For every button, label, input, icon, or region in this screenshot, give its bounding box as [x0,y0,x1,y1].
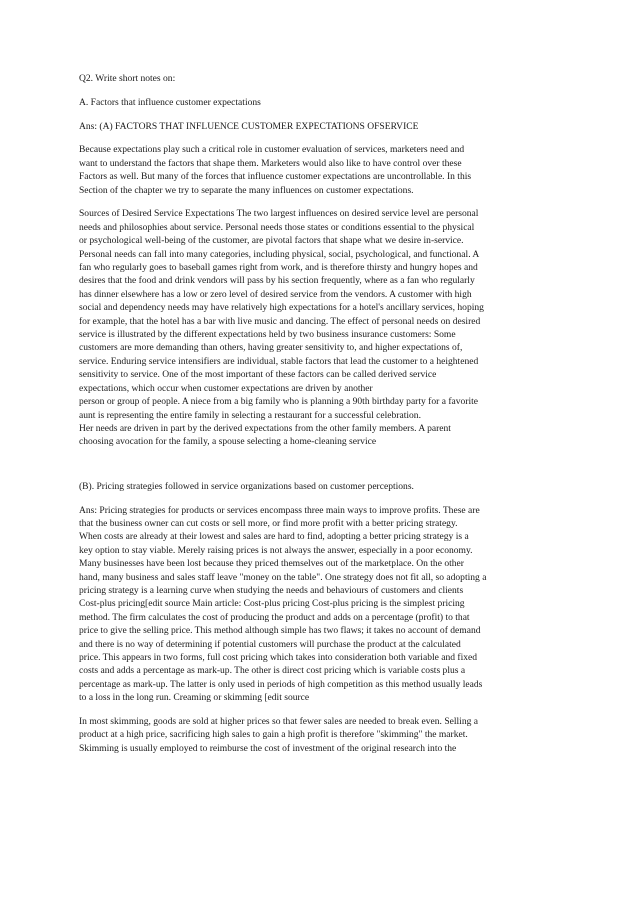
text-line: Q2. Write short notes on: [79,73,176,84]
text-line: Many businesses have been lost because they priced themselves out of the marketplace. On the other [79,558,464,570]
text-line: In most skimming, goods are sold at higher prices so that fewer sales are needed to break even. Selling a [79,716,478,727]
text-line: Sources of Desired Service Expectations The two largest influences on desired service level are personal [79,208,479,220]
text-line: choosing avocation for the family, a spouse selecting a home-cleaning service [79,436,377,448]
text-line: method. The firm calculates the cost of producing the product and adds on a percentage (profit) to that [79,611,470,623]
text-line: person or group of people. A niece from a big family who is planning a 90th birthday party for a favorite [79,396,479,408]
text-line: fan who regularly goes to baseball games right from work, and is therefore thirsty and hungry hopes and [79,262,478,274]
text-line: product at a high price, sacrificing high sales to gain a high profit is therefore "skimming" the market. [79,729,468,741]
text-line: price to give the selling price. This method although simple has two flaws; it takes no account of demand [79,625,481,637]
text-line: costs and adds a percentage as mark-up. The other is direct cost pricing which is variable costs plus a [79,665,466,677]
paragraph-b1 [79,504,569,705]
text-line: Ans: Pricing strategies for products or services encompass three main ways to improve profits. These are [79,504,480,516]
text-line: sensitivity to service. One of the most important of these factors can be called derived service [79,369,437,381]
text-line: to a loss in the long run. Creaming or skimming [edit source [79,692,310,704]
text-line: Her needs are driven in part by the derived expectations from the other family members. A parent [79,422,451,434]
text-line: (B). Pricing strategies followed in service organizations based on customer perceptions. [79,480,414,492]
text-line: service is illustrated by the different expectations held by two business insurance customers: Some [79,329,456,341]
text-line: Ans: (A) FACTORS THAT INFLUENCE CUSTOMER EXPECTATIONS OFSERVICE [79,120,419,132]
text-line: price. This appears in two forms, full cost pricing which takes into consideration both variable and fixed [79,651,478,663]
text-line: aunt is representing the entire family in selecting a restaurant for a successful celebration. [79,409,421,421]
text-line: pricing strategy is a learning curve when studying the needs and behaviours of customers and clients [79,584,464,596]
answer-a-heading [79,120,569,133]
document-page [79,72,569,755]
paragraph-a1 [79,143,569,197]
text-line: Cost-plus pricing[edit source Main article: Cost-plus pricing Cost-plus pricing is the simplest pricing [79,598,465,610]
text-line: Section of the chapter we try to separate the many influences on customer expectations. [79,184,414,196]
text-line: has dinner elsewhere has a low or zero level of desired service from the vendors. A customer with high [79,288,472,300]
text-line: When costs are already at their lowest and sales are hard to find, adopting a better pricing strategy is a [79,531,469,543]
question-heading [79,72,569,85]
text-line: expectations, which occur when customer expectations are driven by another [79,382,373,394]
text-line: service. Enduring service intensifiers are individual, stable factors that lead the customer to a heightened [79,355,479,367]
text-line: customers are more demanding than others, having greater sensitivity to, and higher expectations of, [79,342,463,354]
text-line: percentage as mark-up. The latter is only used in periods of high competition as this method usually leads [79,678,483,690]
text-line: Personal needs can fall into many categories, including physical, social, psychological, and functional. A [79,248,480,260]
part-b-heading [79,480,569,493]
text-line: key option to stay viable. Merely raising prices is not always the answer, especially in a poor economy. [79,544,473,556]
text-line: hand, many business and sales staff leave "money on the table". One strategy does not fit all, so adopting a [79,571,487,583]
paragraph-b2 [79,715,569,755]
text-line: Skimming is usually employed to reimburse the cost of investment of the original research into the [79,742,457,754]
text-line: social and dependency needs may have relatively high expectations for a hotel's ancillary services, hoping [79,302,484,314]
text-line: and there is no way of determining if potential customers will purchase the product at the calculated [79,638,461,650]
text-line: desires that the food and drink vendors will pass by his section frequently, where as a fan who regularly [79,275,475,287]
text-line: needs and philosophies about service. Personal needs those states or conditions essential to the physical [79,221,475,233]
text-line: Because expectations play such a critical role in customer evaluation of services, marketers need and [79,144,465,156]
text-line: that the business owner can cut costs or sell more, or find more profit with a better pricing strategy. [79,517,458,529]
text-line: Factors as well. But many of the forces that influence customer expectations are uncontrollable. In this [79,171,472,183]
text-line: for example, that the hotel has a bar with live music and dancing. The effect of personal needs on desired [79,315,481,327]
part-a-heading [79,96,569,109]
text-line: A. Factors that influence customer expectations [79,96,261,108]
text-line: want to understand the factors that shape them. Marketers would also like to have control over these [79,157,462,169]
text-line: or psychological well-being of the customer, are pivotal factors that shape what we desire in-service. [79,235,464,247]
paragraph-a2 [79,207,569,448]
